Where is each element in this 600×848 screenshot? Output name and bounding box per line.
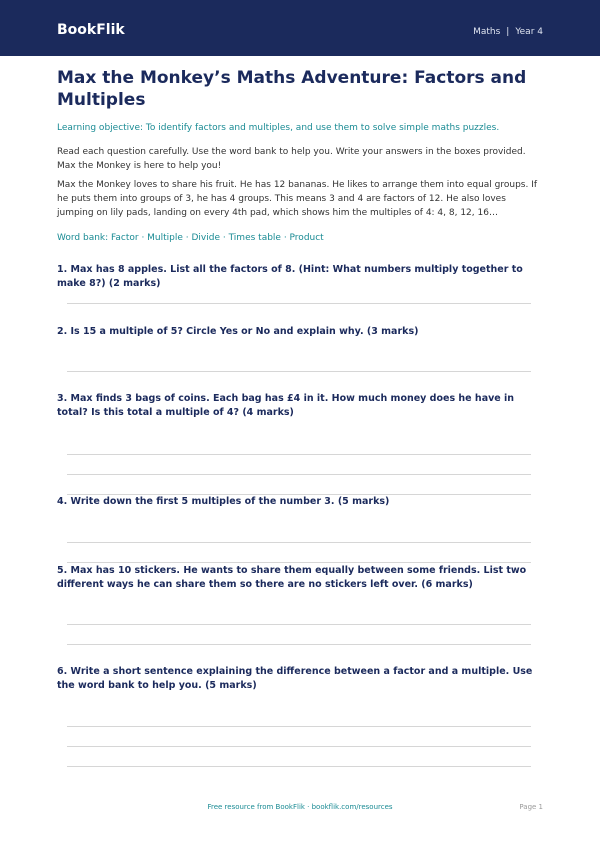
- year-label: Year 4: [515, 27, 543, 37]
- answer-line-6a[interactable]: [67, 726, 531, 727]
- instructions-text: Read each question carefully. Use the word bank to help you. Write your answers in the boxes provided. Max the Monkey is here to help you!: [57, 147, 526, 171]
- answer-line-5b[interactable]: [67, 644, 531, 645]
- answer-line-3a[interactable]: [67, 454, 531, 455]
- answer-line-4b[interactable]: [67, 562, 531, 563]
- question-1: 1. Max has 8 apples. List all the factors of 8. (Hint: What numbers multiply together to make 8?) (2 marks): [57, 264, 523, 289]
- page-header: [0, 0, 600, 56]
- answer-line-4a[interactable]: [67, 542, 531, 543]
- header-meta: [473, 27, 543, 37]
- answer-line-1[interactable]: [67, 303, 531, 304]
- question-2: 2. Is 15 a multiple of 5? Circle Yes or No and explain why. (3 marks): [57, 326, 419, 337]
- story-text: Max the Monkey loves to share his fruit. He has 12 bananas. He likes to arrange them into equal groups. If he puts them into groups of 3, he has 4 groups. This means 3 and 4 are factors of 12. He also loves jumping on lily pads, landing on every 4th pad, which shows him the multiples of 4: 4, 8, 12, 16…: [57, 180, 538, 218]
- brand-logo: BookFlik: [57, 22, 125, 38]
- question-4: 4. Write down the first 5 multiples of the number 3. (5 marks): [57, 496, 390, 507]
- answer-line-6c[interactable]: [67, 766, 531, 767]
- answer-line-2[interactable]: [67, 371, 531, 372]
- subject-label: Maths: [473, 27, 501, 37]
- answer-line-6b[interactable]: [67, 746, 531, 747]
- question-6: 6. Write a short sentence explaining the difference between a factor and a multiple. Use the word bank to help you. (5 marks): [57, 666, 533, 691]
- word-bank: Word bank: Factor · Multiple · Divide · Times table · Product: [57, 233, 324, 243]
- question-5: 5. Max has 10 stickers. He wants to share them equally between some friends. List two different ways he can share them so there are no stickers left over. (6 marks): [57, 565, 527, 590]
- meta-separator: |: [506, 27, 510, 37]
- footer-link[interactable]: Free resource from BookFlik · bookflik.com/resources: [207, 803, 393, 811]
- learning-objective: Learning objective: To identify factors and multiples, and use them to solve simple maths puzzles.: [57, 123, 500, 133]
- page-number: Page 1: [519, 803, 543, 811]
- question-3: 3. Max finds 3 bags of coins. Each bag has £4 in it. How much money does he have in total? Is this total a multiple of 4? (4 marks): [57, 393, 515, 418]
- worksheet-title: Max the Monkey’s Maths Adventure: Factors and Multiples: [57, 68, 527, 110]
- answer-line-3b[interactable]: [67, 474, 531, 475]
- answer-line-5a[interactable]: [67, 624, 531, 625]
